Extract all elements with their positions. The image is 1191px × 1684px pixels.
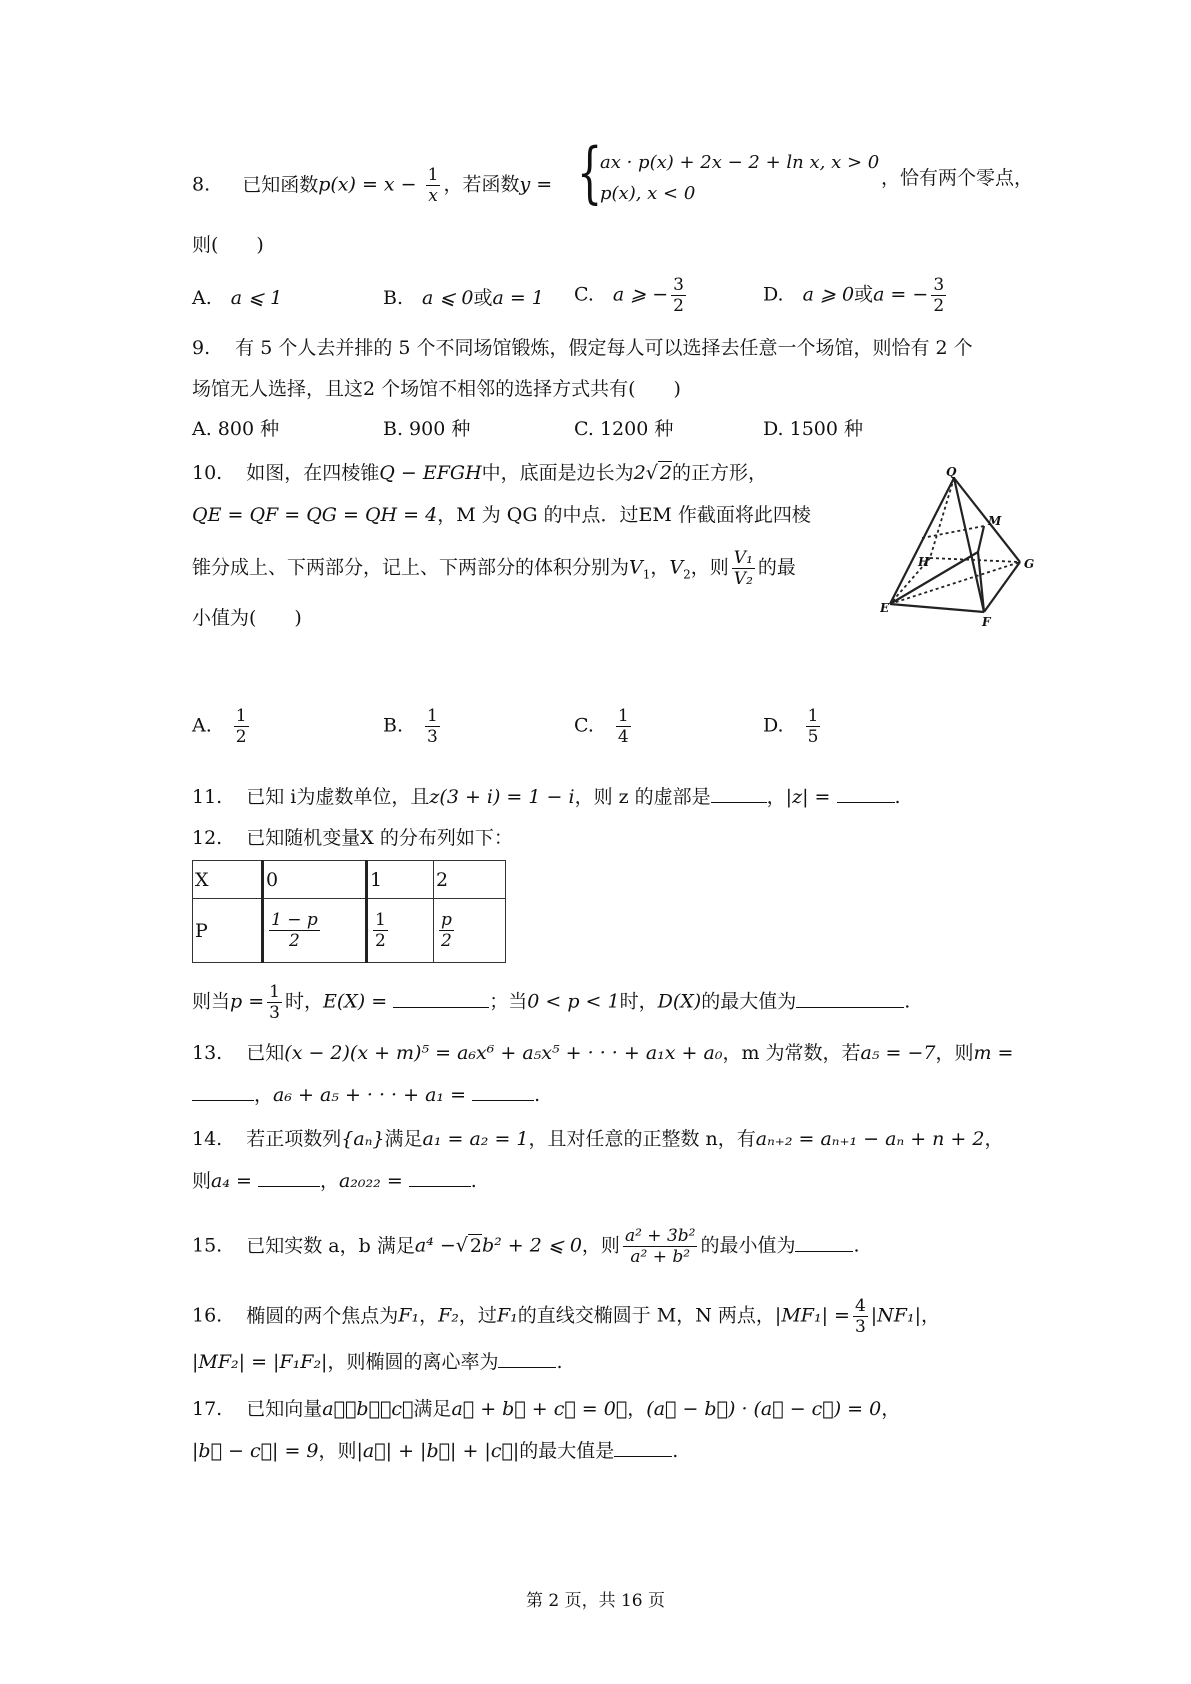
label-F: F (982, 615, 991, 629)
q14-line2 (192, 1168, 477, 1194)
frac-num: 3 (933, 275, 945, 295)
q13-math4: a₆ + a₅ + · · · + a₁ = (273, 1084, 467, 1106)
frac-den: 3 (427, 727, 438, 747)
q17-line2 (192, 1438, 678, 1464)
q16-m5: |NF₁| (870, 1304, 922, 1327)
q8-pdef: p(x) = x − (318, 173, 423, 196)
frac-num: 1 (617, 706, 629, 726)
q16-t3: ，过 (458, 1304, 497, 1327)
sqrt-icon: √ (455, 1234, 468, 1257)
q17-cond1: a⃗ + b⃗ + c⃗ = 0⃗ (451, 1398, 628, 1420)
q15-math1c: b² + 2 ⩽ 0 (481, 1234, 582, 1257)
opt-label: A. (192, 714, 212, 737)
q10-text1: 如图，在四棱锥 (246, 462, 380, 484)
q14-blank2[interactable] (409, 1168, 471, 1187)
q14-line1 (192, 1126, 1004, 1152)
q16-text1: 椭圆的两个焦点为 (246, 1304, 399, 1327)
q12-after-m1: p = (230, 990, 265, 1013)
q17-text2: 满足 (413, 1398, 452, 1420)
frac-num: a² + 3b² (624, 1226, 696, 1246)
frac-den: a² + b² (630, 1247, 691, 1267)
q8-text3: ，恰有两个零点， (881, 167, 1034, 189)
q15-text1: 已知实数 a，b 满足 (246, 1234, 415, 1257)
q8-fraction (426, 165, 441, 206)
q8-line2: 则( ) (192, 234, 264, 256)
q8-opt-d[interactable]: D. (763, 283, 784, 306)
q17-l2-m: |b⃗ − c⃗| = 9 (192, 1440, 319, 1462)
frac-den: 2 (933, 296, 945, 316)
q14-math3: aₙ₊₂ = aₙ₊₁ − aₙ + n + 2 (755, 1128, 985, 1150)
q11-text3: ， (766, 786, 786, 808)
q12-after-t6: . (904, 990, 911, 1013)
q8-opt-d-frac (931, 275, 946, 316)
q15-radicand: 2 (469, 1234, 482, 1257)
opt-label: B. (383, 714, 404, 737)
q9-line2: 场馆无人选择，且这2 个场馆不相邻的选择方式共有( ) (192, 378, 681, 400)
q10-v2: V (669, 556, 684, 579)
q11-text1: 已知 i为虚数单位，且 (246, 786, 430, 808)
q10-line2-math: QE = QF = QG = QH = 4 (192, 504, 438, 526)
q8-yeq: y = (519, 173, 553, 196)
q13-text2: ，m 为常数，若 (722, 1042, 861, 1064)
q14-l2-t1: 则 (192, 1170, 212, 1192)
frac-den: 2 (235, 727, 247, 747)
table-cell (434, 899, 506, 963)
frac-den: 3 (269, 1003, 280, 1023)
q8-opt-c[interactable]: C. (574, 283, 594, 306)
q9-opt-c[interactable]: C. 1200 种 (574, 418, 674, 440)
q10-line2 (192, 502, 811, 528)
q10-opt-c[interactable] (574, 706, 634, 747)
q8-number: 8. (192, 173, 211, 196)
q12-after-m3: 0 < p < 1 (527, 990, 620, 1013)
q13-line1 (192, 1040, 1013, 1066)
table-cell (263, 899, 367, 963)
label-E: E (880, 601, 890, 615)
frac-den: V₂ (733, 569, 753, 589)
label-Q: Q (946, 465, 957, 479)
q17-number: 17. (192, 1398, 223, 1420)
q17-l2-end: . (672, 1440, 679, 1462)
q11-text2: ，则 z 的虚部是 (574, 786, 711, 808)
q10-math1: Q − EFGH (379, 462, 482, 484)
q14-text1: 若正项数列 (246, 1128, 342, 1150)
q12-line (192, 825, 513, 851)
q10-v1-sub: 1 (642, 567, 651, 582)
q17-blank[interactable] (614, 1438, 672, 1457)
label-H: H (918, 555, 930, 569)
frac-den: 5 (807, 727, 819, 747)
q16-t4: 的直线交椭圆于 M，N 两点， (517, 1304, 775, 1327)
q16-blank[interactable] (498, 1349, 556, 1368)
frac-den: x (428, 186, 438, 206)
q12-after-m2: E(X) = (322, 990, 388, 1013)
q17-l2-m2: |a⃗| + |b⃗| + |c⃗| (356, 1440, 520, 1462)
q10-opt-a[interactable] (192, 706, 252, 747)
table-cell: P (193, 899, 263, 963)
q12-after-t5: 的最大值为 (701, 990, 797, 1013)
q12-after-t4: 时， (619, 990, 658, 1013)
q10-opt-b[interactable] (383, 706, 443, 747)
q16-m4: |MF₁| = (774, 1304, 850, 1327)
table-cell: 2 (434, 861, 506, 899)
q14-math2: a₁ = a₂ = 1 (422, 1128, 529, 1150)
q17-line1: 17. 已知向量a⃗，b⃗，c⃗满足a⃗ + b⃗ + c⃗ = 0⃗，(a⃗ − b⃗) · (a⃗ − c⃗) = 0， (192, 1398, 901, 1420)
q8-options (192, 275, 1092, 335)
q16-m1: F₁ (398, 1304, 420, 1327)
q14-l2-m2: a₂₀₂₂ = (338, 1170, 403, 1192)
q12-after-t1: 则当 (192, 990, 231, 1013)
q16-number: 16. (192, 1304, 223, 1327)
q15-math1a: a⁴ − (414, 1234, 456, 1257)
q16-line1 (192, 1296, 940, 1337)
q10-v2-sub: 2 (683, 567, 691, 582)
q16-line2 (192, 1349, 563, 1375)
q8-opt-a-math: a ⩽ 1 (230, 287, 283, 309)
q8-brace: { (577, 134, 603, 211)
q14-blank1[interactable] (258, 1168, 320, 1187)
q8-opt-d-m2: a = − (873, 283, 929, 306)
q10-opt-d-frac (806, 706, 821, 747)
q16-l2-m: |MF₂| = |F₁F₂| (192, 1351, 328, 1373)
p2-frac (439, 910, 454, 951)
q16-m2: F₂ (438, 1304, 459, 1327)
edge-EG (890, 562, 1020, 604)
page-footer: 第 2 页，共 16 页 (525, 1591, 666, 1611)
q12-blank2[interactable] (796, 989, 904, 1008)
q9-line1: 9. 有 5 个人去并排的 5 个不同场馆锻炼，假定每人可以选择去任意一个场馆，则恰有 2 个 (192, 337, 973, 359)
frac-num: 1 (235, 706, 247, 726)
q9-opt-a[interactable]: A. 800 种 (192, 418, 280, 440)
q14-l2-t2: ， (319, 1170, 339, 1192)
q16-l2-end: . (556, 1351, 563, 1373)
label-M: M (988, 514, 1002, 528)
q15-frac (623, 1226, 698, 1267)
table-row (193, 861, 506, 899)
q12-after-t3: ；当 (489, 990, 528, 1013)
frac-num: 1 (427, 706, 438, 726)
q14-text4: ， (984, 1128, 1004, 1150)
p1-frac (373, 910, 388, 951)
q12-text1: 已知随机变量X 的分布列如下： (246, 827, 513, 849)
q10-opt-b-frac (425, 706, 440, 747)
q16-frac (853, 1296, 868, 1337)
frac-num: 1 (427, 165, 439, 185)
q14-number: 14. (192, 1128, 223, 1150)
q13-math2: a₅ = −7 (860, 1042, 936, 1064)
q8-opt-a[interactable]: A. (192, 287, 212, 309)
frac-den: 4 (617, 727, 629, 747)
q10-side-coef: 2 (633, 462, 646, 484)
frac-num: p (441, 910, 452, 930)
frac-den: 2 (441, 931, 452, 951)
edge-mid-M (978, 526, 984, 552)
opt-label: C. (574, 714, 594, 737)
q10-line3-text: 锥分成上、下两部分，记上、下两部分的体积分别为 (192, 556, 630, 579)
q15-number: 15. (192, 1234, 223, 1257)
edge-HG (930, 558, 1020, 562)
table-cell: 1 (367, 861, 434, 899)
q10-side-radicand: 2 (659, 462, 672, 484)
q10-opt-d[interactable] (763, 706, 823, 747)
q11-line (192, 784, 901, 810)
frac-num: 1 (269, 982, 280, 1002)
q9-opt-d[interactable]: D. 1500 种 (763, 418, 864, 440)
table-row (193, 899, 506, 963)
q12-after-m4: D(X) (657, 990, 702, 1013)
q11-text4: . (894, 786, 901, 808)
sqrt-icon: √ (645, 462, 658, 484)
q8-line1 (192, 165, 552, 206)
edge-EF (890, 604, 984, 612)
q13-line2 (192, 1082, 540, 1108)
q8-opt-d-or: 或 (854, 283, 874, 306)
p0-frac (269, 910, 320, 951)
q11-blank2[interactable] (837, 784, 895, 803)
q10-text4: ，则 (690, 556, 729, 579)
q10-text2: 中，底面是边长为 (481, 462, 634, 484)
q11-blank1[interactable] (711, 784, 767, 803)
q14-text3: ，且对任意的正整数 n，有 (528, 1128, 756, 1150)
q10-comma: ， (650, 556, 670, 579)
q13-text5: . (534, 1084, 541, 1106)
q17-cond2: (a⃗ − b⃗) · (a⃗ − c⃗) = 0 (646, 1398, 882, 1420)
q17-vecs: a⃗，b⃗，c⃗ (322, 1398, 414, 1420)
frac-num: V₁ (733, 548, 753, 568)
q15-line (192, 1226, 860, 1267)
q8-opt-b-m2: a = 1 (492, 287, 544, 309)
q10-opt-a-frac (234, 706, 249, 747)
q16-l2-t: ，则椭圆的离心率为 (327, 1351, 499, 1373)
q8-text2: ，若函数 (443, 173, 520, 196)
q8-opt-b-m1: a ⩽ 0 (422, 287, 474, 309)
q8-opt-b-or: 或 (473, 287, 493, 309)
q8-opt-d-m1: a ⩾ 0 (802, 283, 855, 306)
q17-text1: 已知向量 (246, 1398, 323, 1420)
q13-blank2[interactable] (472, 1082, 534, 1101)
q10-opt-c-frac (616, 706, 631, 747)
q11-math2: |z| = (785, 786, 831, 808)
frac-num: 3 (673, 275, 684, 295)
edge-section (922, 526, 984, 538)
q11-number: 11. (192, 786, 223, 808)
q16-t5: ， (921, 1304, 941, 1327)
q10-text3: 的正方形， (671, 462, 767, 484)
q14-l2-m1: a₄ = (211, 1170, 252, 1192)
q13-math1: (x − 2)(x + m)⁵ = a₆x⁶ + a₅x⁵ + · · · + a₁x + a₀ (284, 1042, 723, 1064)
q12-after-t2: 时， (284, 990, 323, 1013)
table-cell: X (193, 861, 263, 899)
q15-blank[interactable] (795, 1233, 853, 1252)
q13-number: 13. (192, 1042, 223, 1064)
q14-math1: {aₙ} (341, 1128, 385, 1150)
q8-case1: ax · p(x) + 2x − 2 + ln x, x > 0 (600, 152, 880, 173)
q12-number: 12. (192, 827, 223, 849)
distribution-table (192, 860, 506, 963)
q11-math1: z(3 + i) = 1 − i (429, 786, 575, 808)
q15-text4: . (853, 1234, 860, 1257)
q17-l2-t2: 的最大值是 (519, 1440, 615, 1462)
frac-num: 4 (854, 1296, 866, 1316)
q10-line1 (192, 460, 767, 486)
q8-case2: p(x), x < 0 (600, 183, 696, 204)
q15-text2: ，则 (581, 1234, 620, 1257)
table-cell: 0 (263, 861, 367, 899)
pyramid-figure (880, 462, 1050, 632)
q14-text2: 满足 (384, 1128, 423, 1150)
q10-line4: 小值为( ) (192, 607, 302, 629)
q14-l2-t3: . (470, 1170, 477, 1192)
q13-text3: ，则 (935, 1042, 974, 1064)
q10-line3 (192, 548, 796, 589)
q8-opt-b[interactable]: B. (383, 287, 404, 309)
label-G: G (1024, 557, 1035, 571)
q17-l2-t1: ，则 (318, 1440, 357, 1462)
q9-opt-b[interactable]: B. 900 种 (383, 418, 471, 440)
q10-line2-text: ，M 为 QG 的中点．过EM 作截面将此四棱 (437, 504, 811, 526)
q15-text3: 的最小值为 (700, 1234, 796, 1257)
q8-text: 已知函数 (242, 173, 319, 196)
q13-text1: 已知 (246, 1042, 285, 1064)
q12-after-frac (267, 982, 282, 1023)
frac-den: 3 (854, 1317, 866, 1337)
frac-den: 2 (288, 931, 300, 951)
q13-text4: ， (254, 1084, 274, 1106)
frac-num: 1 (807, 706, 819, 726)
q16-m3: F₁ (496, 1304, 518, 1327)
opt-label: D. (763, 714, 784, 737)
q12-after (192, 982, 910, 1023)
q10-v1: V (629, 556, 643, 579)
table-cell (367, 899, 434, 963)
q8-opt-c-math: a ⩾ − (612, 283, 669, 306)
frac-num: 1 (375, 910, 386, 930)
q16-t2: ， (419, 1304, 439, 1327)
q10-text5: 的最 (757, 556, 796, 579)
q10-number: 10. (192, 462, 223, 484)
q13-blank1[interactable] (192, 1082, 254, 1101)
frac-den: 2 (375, 931, 386, 951)
q12-blank1[interactable] (393, 989, 489, 1008)
q8-opt-c-frac (671, 275, 686, 316)
frac-num: 1 − p (271, 910, 318, 930)
q13-math3: m = (973, 1042, 1014, 1064)
edge-FG (984, 562, 1020, 612)
frac-den: 2 (673, 296, 684, 316)
q10-ratio-fraction (732, 548, 755, 589)
